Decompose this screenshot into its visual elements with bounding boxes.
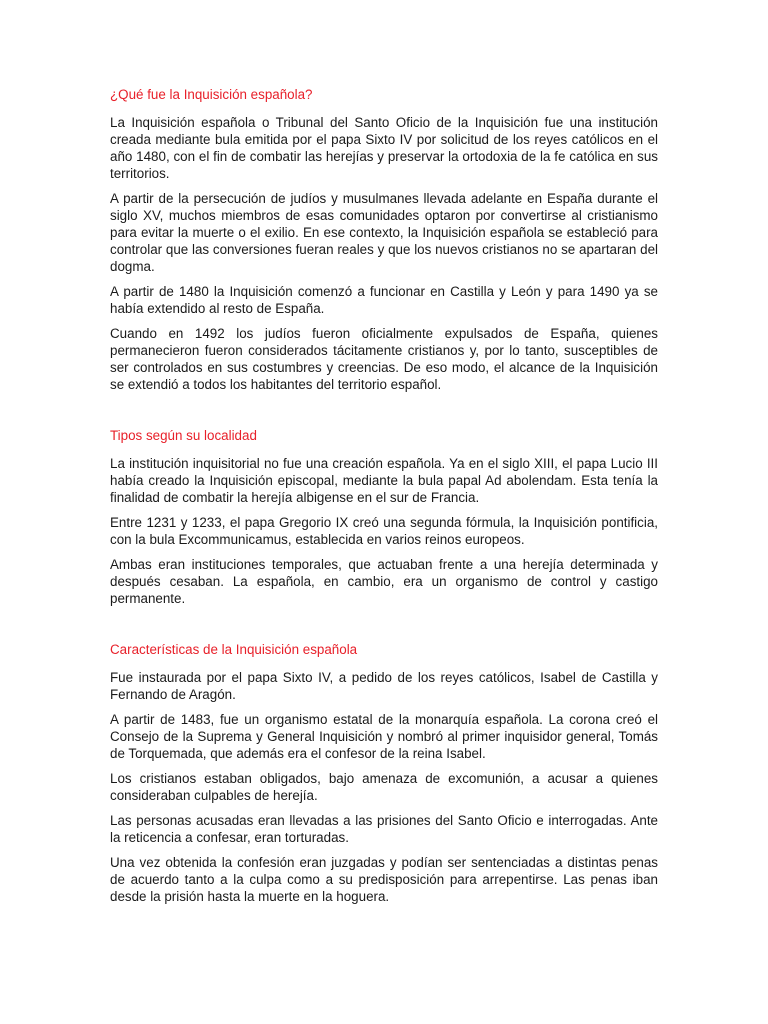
section-heading: Tipos según su localidad [110, 428, 257, 443]
paragraph: Las personas acusadas eran llevadas a las prisiones del Santo Oficio e interrogadas. Ante la reticencia a confesar, eran torturadas. [110, 813, 658, 845]
paragraph: Ambas eran instituciones temporales, que actuaban frente a una herejía determinada y después cesaban. La española, en cambio, era un organismo de control y castigo permanente. [110, 557, 658, 606]
paragraph: Los cristianos estaban obligados, bajo amenaza de excomunión, a acusar a quienes consideraban culpables de herejía. [110, 771, 658, 803]
paragraph: La institución inquisitorial no fue una creación española. Ya en el siglo XIII, el papa Lucio III había creado la Inquisición episcopal, mediante la bula papal Ad abolendam. Esta tenía la finalidad de combatir la herejía albigense en el sur de Francia. [110, 456, 658, 505]
paragraph: A partir de 1480 la Inquisición comenzó a funcionar en Castilla y León y para 1490 ya se había extendido al resto de España. [110, 284, 658, 316]
paragraph: Una vez obtenida la confesión eran juzgadas y podían ser sentenciadas a distintas penas de acuerdo tanto a la culpa como a su predisposición para arrepentirse. Las penas iban desde la prisión hasta la muerte en la hoguera. [110, 855, 658, 904]
paragraph: Fue instaurada por el papa Sixto IV, a pedido de los reyes católicos, Isabel de Castilla y Fernando de Aragón. [110, 670, 658, 702]
section-caracteristicas [110, 641, 658, 905]
section-spacer [110, 615, 658, 641]
section-heading: Características de la Inquisición española [110, 642, 358, 657]
section-heading: ¿Qué fue la Inquisición española? [110, 87, 313, 102]
paragraph: A partir de la persecución de judíos y musulmanes llevada adelante en España durante el siglo XV, muchos miembros de esas comunidades optaron por convertirse al cristianismo para evitar la muerte o el exilio. En ese contexto, la Inquisición española se estableció para controlar que las conversiones fueran reales y que los nuevos cristianos no se apartaran del dogma. [110, 191, 658, 274]
section-spacer [110, 401, 658, 427]
paragraph: Cuando en 1492 los judíos fueron oficialmente expulsados de España, quienes permanecieron fueron considerados tácitamente cristianos y, por lo tanto, susceptibles de ser controlados en sus costumbres y creencias. De eso modo, el alcance de la Inquisición se extendió a todos los habitantes del territorio español. [110, 326, 658, 392]
section-tipos [110, 427, 658, 607]
section-que-fue [110, 86, 658, 393]
paragraph: Entre 1231 y 1233, el papa Gregorio IX creó una segunda fórmula, la Inquisición pontificia, con la bula Excommunicamus, establecida en varios reinos europeos. [110, 515, 658, 547]
paragraph: La Inquisición española o Tribunal del Santo Oficio de la Inquisición fue una institución creada mediante bula emitida por el papa Sixto IV por solicitud de los reyes católicos en el año 1480, con el fin de combatir las herejías y preservar la ortodoxia de la fe católica en sus territorios. [110, 115, 658, 181]
paragraph: A partir de 1483, fue un organismo estatal de la monarquía española. La corona creó el Consejo de la Suprema y General Inquisición y nombró al primer inquisidor general, Tomás de Torquemada, que además era el confesor de la reina Isabel. [110, 712, 658, 761]
